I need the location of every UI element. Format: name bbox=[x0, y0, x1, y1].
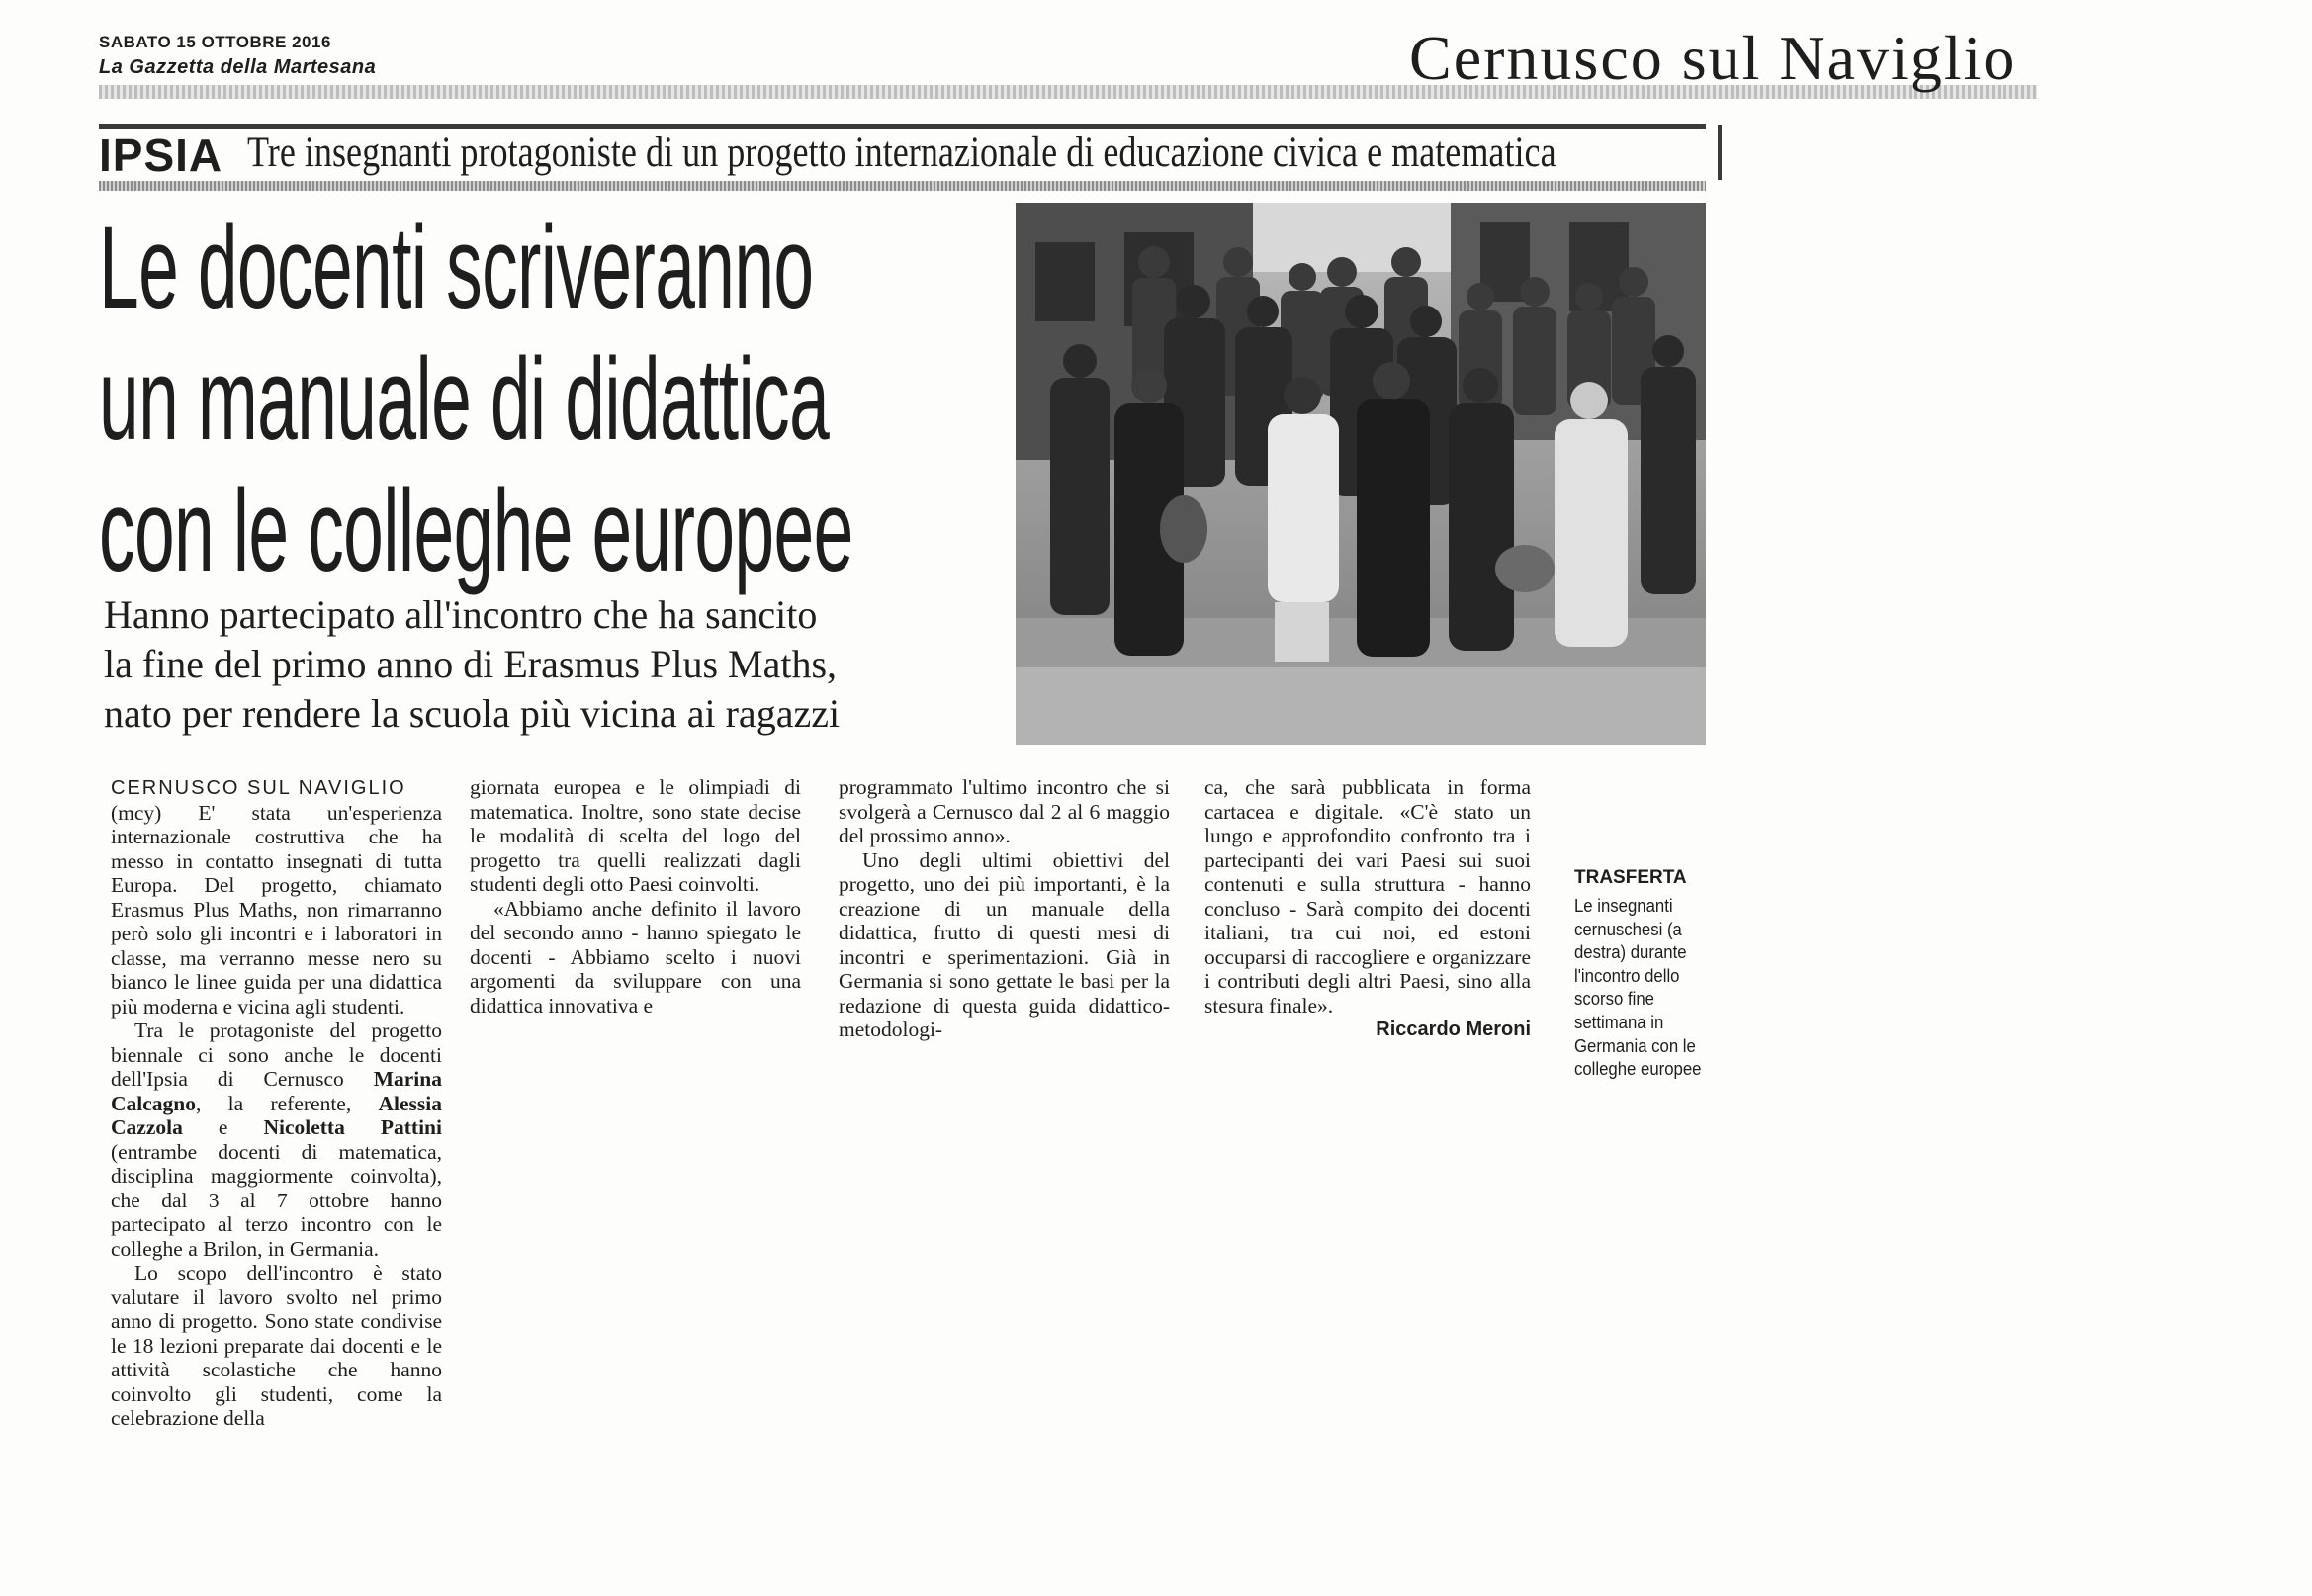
article-paragraph: Lo scopo dell'incontro è stato valutare il lavoro svolto nel primo anno di progetto. Sono state condivise le 18 lezioni preparate dai docenti e le attività scolastiche che hanno coinvolto gli studenti, come la celebrazione della bbox=[111, 1261, 442, 1430]
dateline: CERNUSCO SUL NAVIGLIO bbox=[111, 777, 406, 799]
article-paragraph: «Abbiamo anche definito il lavoro del secondo anno - hanno spiegato le docenti - Abbiamo scelto i nuovi argomenti da sviluppare con una didattica innovativa e bbox=[470, 896, 801, 1018]
article-paragraph: Uno degli ultimi obiettivi del progetto, uno dei più importanti, è la creazione di un manuale della didattica, frutto di questi mesi di incontri e sperimentazioni. Già in Germania si sono gettate le basi per la redazione di questa guida didattico-metodologi- bbox=[839, 847, 1170, 1041]
subhead-line-3: nato per rendere la scuola più vicina ai ragazzi bbox=[104, 691, 841, 736]
section-title: Cernusco sul Naviglio bbox=[1409, 23, 2017, 93]
byline: Riccardo Meroni bbox=[1376, 1019, 1531, 1040]
subhead-line-1: Hanno partecipato all'incontro che ha sancito bbox=[104, 592, 818, 637]
article-column-3 bbox=[839, 775, 1170, 1042]
article-paragraph: Tra le protagoniste del progetto biennale ci sono anche le docenti dell'Ipsia di Cernusco Marina Calcagno, la referente, Alessia Cazzola e Nicoletta Pattini (entrambe docenti di matematica, disciplina maggiormente coinvolta), che dal 3 al 7 ottobre hanno partecipato al terzo incontro con le colleghe a Brilon, in Germania. bbox=[111, 1019, 442, 1261]
article-column-2 bbox=[470, 775, 801, 1018]
kicker-rule bbox=[99, 181, 1706, 191]
headline-line-2: un manuale di didattica bbox=[99, 334, 830, 465]
group-photo bbox=[1016, 203, 1706, 745]
headline-line-3: con le colleghe europee bbox=[99, 466, 853, 596]
newspaper-name: La Gazzetta della Martesana bbox=[99, 56, 377, 78]
article-column-4 bbox=[1204, 775, 1531, 1042]
headline-line-1: Le docenti scriveranno bbox=[99, 203, 814, 333]
group-photo-image bbox=[1016, 203, 1706, 745]
article-paragraph: programmato l'ultimo incontro che si svolgerà a Cernusco dal 2 al 6 maggio del prossimo anno». bbox=[839, 775, 1170, 847]
kicker-label: IPSIA bbox=[99, 130, 223, 181]
teacher-name: Marina Calcagno bbox=[111, 1067, 442, 1115]
caption-label: TRASFERTA bbox=[1574, 867, 1687, 888]
teacher-name: Nicoletta Pattini bbox=[263, 1115, 442, 1139]
teacher-name: Alessia Cazzola bbox=[111, 1091, 442, 1139]
kicker: Tre insegnanti protagoniste di un progetto internazionale di educazione civica e matematica bbox=[247, 130, 1556, 176]
photo-caption: Le insegnanti cernuschesi (a destra) durante l'incontro dello scorso fine settimana in Germania con le colleghe europee bbox=[1574, 896, 1702, 1080]
article-paragraph: (mcy) E' stata un'esperienza internazionale costruttiva che ha messo in contatto insegnati di tutta Europa. Del progetto, chiamato Erasmus Plus Maths, non rimarranno però solo gli incontri e i laboratori in classe, ma verranno messe nero su bianco le linee guida per una didattica più moderna e vicina agli studenti. bbox=[111, 800, 442, 1019]
article-paragraph: giornata europea e le olimpiadi di matematica. Inoltre, sono state decise le modalità di scelta del logo del progetto tra quelli realizzati dagli studenti degli otto Paesi coinvolti. bbox=[470, 775, 801, 896]
kicker-separator bbox=[1718, 125, 1722, 180]
subhead-line-2: la fine del primo anno di Erasmus Plus Maths, bbox=[104, 642, 838, 686]
issue-date: SABATO 15 OTTOBRE 2016 bbox=[99, 33, 331, 51]
article-paragraph: ca, che sarà pubblicata in forma cartacea e digitale. «C'è stato un lungo e approfondito confronto tra i partecipanti dei vari Paesi sui suoi contenuti e sulla struttura - hanno concluso - Sarà compito dei docenti italiani, tra cui noi, ed estoni occuparsi di raccogliere e organizzare i contributi degli altri Paesi, sino alla stesura finale». bbox=[1204, 775, 1531, 1018]
article-column-1 bbox=[111, 775, 442, 1431]
